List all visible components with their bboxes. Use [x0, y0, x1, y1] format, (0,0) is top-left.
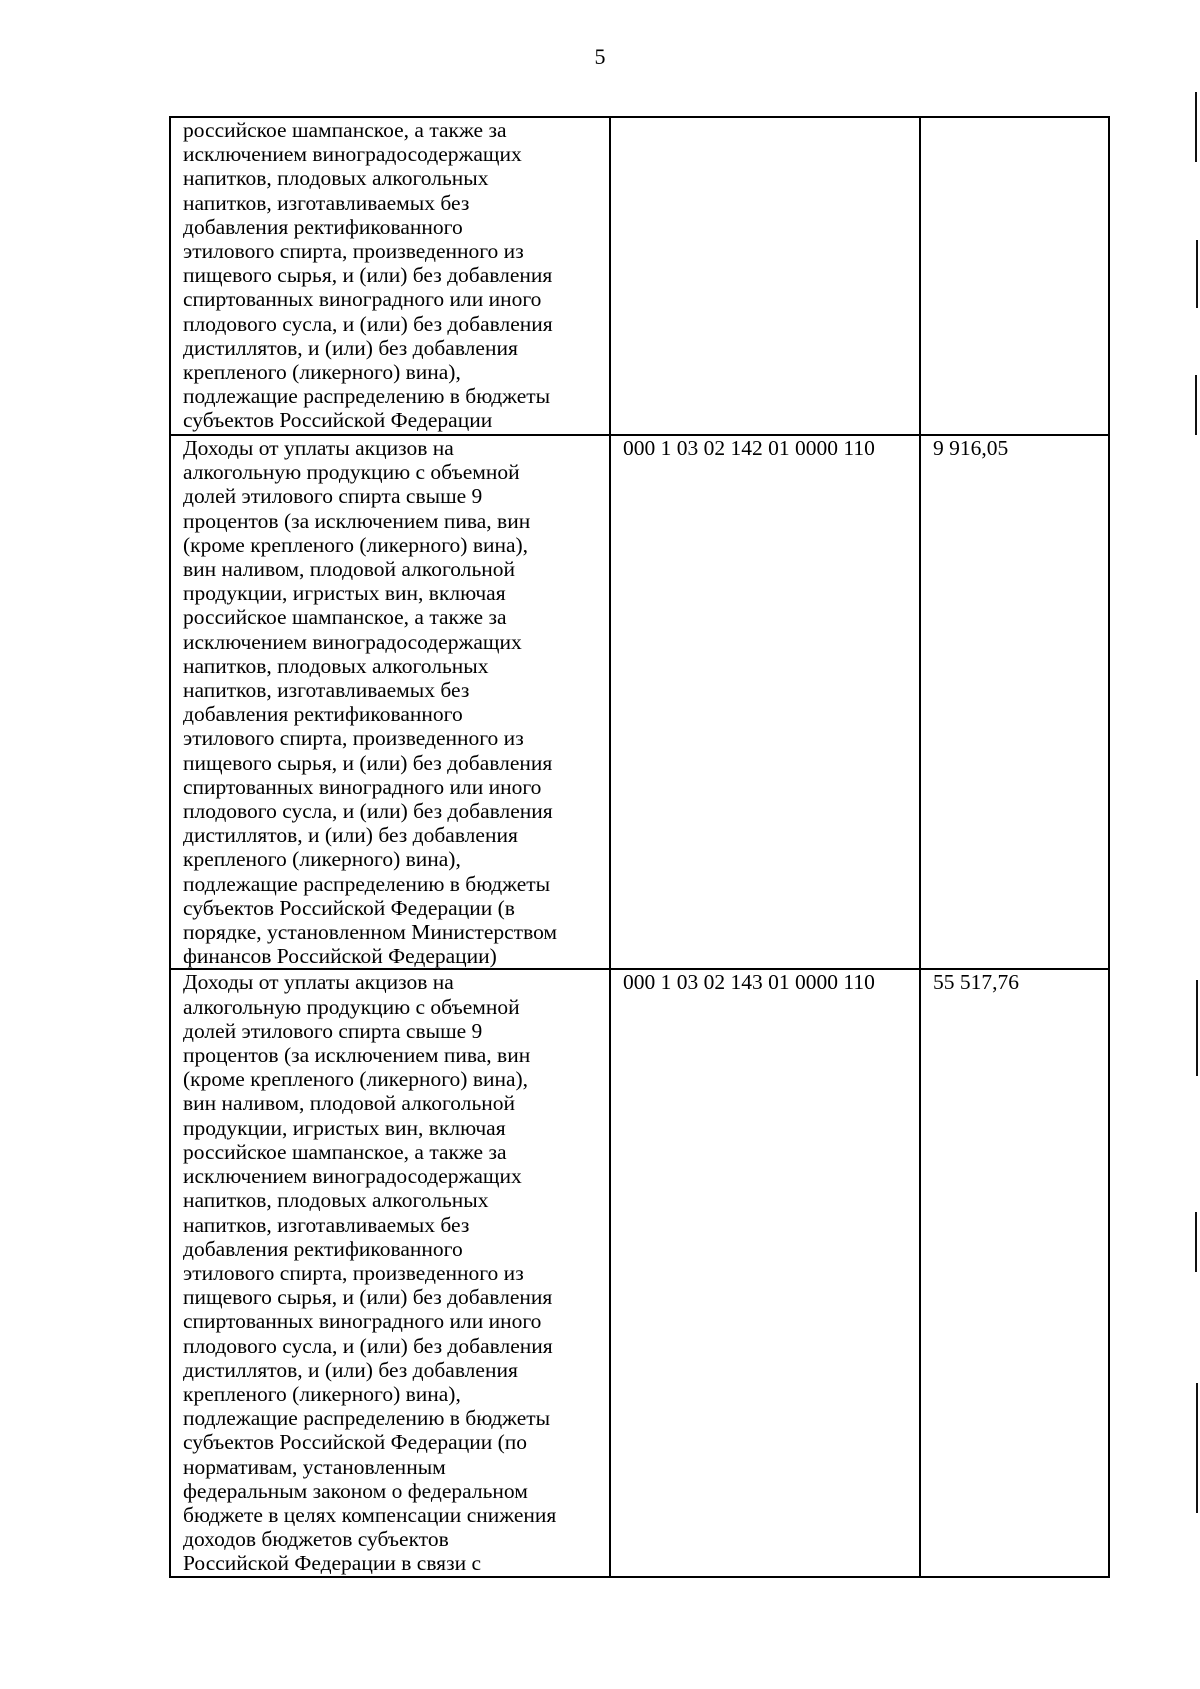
scan-artifact: [1195, 92, 1197, 162]
revenue-table: [169, 116, 1110, 1578]
row-amount: 55 517,76: [920, 969, 1109, 1576]
row-description: Доходы от уплаты акцизов на алкогольную продукцию с объемной долей этилового спирта свыше 9 процентов (за исключением пива, вин (кроме крепленого (ликерного) вина), вин наливом, плодовой алкогольной продукции, игристых вин, включая российское шампанское, а также за исключением виноградосодержащих напитков, плодовых алкогольных напитков, изготавливаемых без добавления ректификованного этилового спирта, произведенного из пищевого сырья, и (или) без добавления спиртованных виноградного или иного плодового сусла, и (или) без добавления дистиллятов, и (или) без добавления крепленого (ликерного) вина), подлежащие распределению в бюджеты субъектов Российской Федерации (по нормативам, установленным федеральным законом о федеральном бюджете в целях компенсации снижения доходов бюджетов субъектов Российской Федерации в связи с: [170, 969, 610, 1576]
scan-artifact: [1196, 980, 1198, 1076]
row-code: 000 1 03 02 142 01 0000 110: [610, 435, 920, 969]
row-amount: 9 916,05: [920, 435, 1109, 969]
scan-artifact: [1196, 240, 1198, 308]
scan-artifact: [1196, 1383, 1198, 1513]
table-row: [170, 969, 1109, 1576]
page-number: 5: [594, 44, 606, 69]
row-code: 000 1 03 02 143 01 0000 110: [610, 969, 920, 1576]
row-code: [610, 117, 920, 435]
table-row: [170, 117, 1109, 435]
row-amount: [920, 117, 1109, 435]
scan-artifact: [1195, 1212, 1197, 1272]
row-description: российское шампанское, а также за исключением виноградосодержащих напитков, плодовых алкогольных напитков, изготавливаемых без добавления ректификованного этилового спирта, произведенного из пищевого сырья, и (или) без добавления спиртованных виноградного или иного плодового сусла, и (или) без добавления дистиллятов, и (или) без добавления крепленого (ликерного) вина), подлежащие распределению в бюджеты субъектов Российской Федерации: [170, 117, 610, 435]
table-row: [170, 435, 1109, 969]
row-description: Доходы от уплаты акцизов на алкогольную продукцию с объемной долей этилового спирта свыше 9 процентов (за исключением пива, вин (кроме крепленого (ликерного) вина), вин наливом, плодовой алкогольной продукции, игристых вин, включая российское шампанское, а также за исключением виноградосодержащих напитков, плодовых алкогольных напитков, изготавливаемых без добавления ректификованного этилового спирта, произведенного из пищевого сырья, и (или) без добавления спиртованных виноградного или иного плодового сусла, и (или) без добавления дистиллятов, и (или) без добавления крепленого (ликерного) вина), подлежащие распределению в бюджеты субъектов Российской Федерации (в порядке, установленном Министерством финансов Российской Федерации): [170, 435, 610, 969]
scan-artifact: [1195, 375, 1197, 435]
